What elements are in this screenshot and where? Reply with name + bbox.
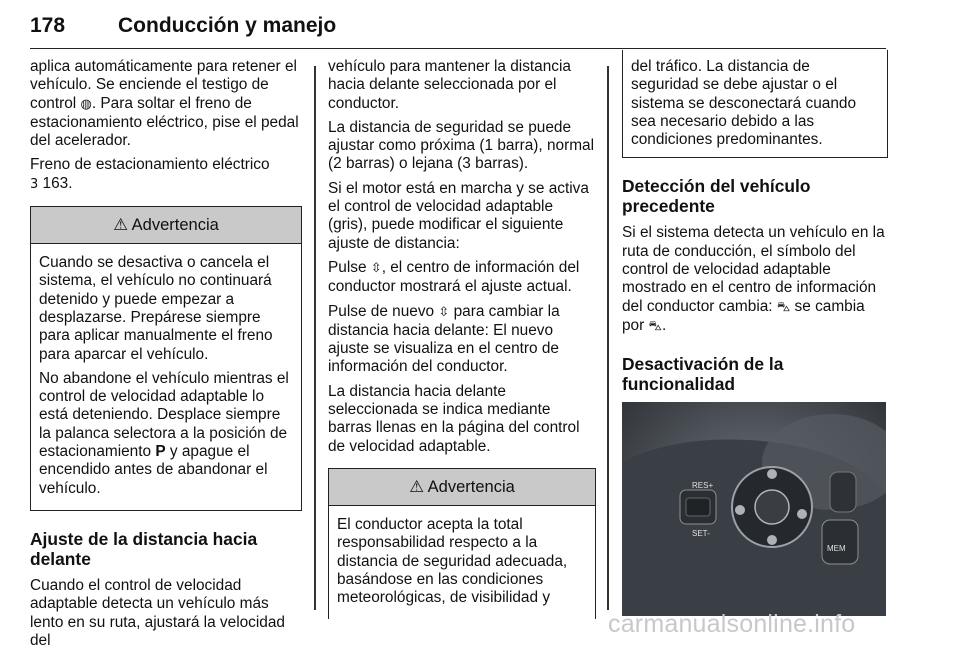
warning-text: El conductor acepta la total responsabilidad respecto a la distancia de seguridad adecuada, basándose en las condiciones meteorológicas, de visibilidad y: [337, 515, 568, 607]
warning-header: [329, 469, 595, 506]
paragraph: Si el motor está en marcha y se activa el control de velocidad adaptable (gris), puede modificar el siguiente ajuste de distancia:: [328, 179, 589, 252]
warning-icon: ⚠: [409, 477, 424, 496]
paragraph: Si el sistema detecta un vehículo en la ruta de conducción, el símbolo del control de velocidad adaptable mostrado en el centro de información del conductor cambia: ⛍ se cambia por ⛍.: [622, 224, 885, 334]
paragraph: Pulse de nuevo ⇳ para cambiar la distancia hacia delante: El nuevo ajuste se visualiza en el centro de información del conductor.: [328, 302, 560, 376]
section-heading: Detección del vehículo precedente: [622, 176, 811, 217]
warning-body: [31, 244, 301, 510]
section-heading: Ajuste de la distancia hacia delante: [30, 528, 258, 569]
column-1: [30, 58, 302, 656]
column-divider: [314, 66, 316, 610]
distance-button-icon: ⇳: [370, 260, 382, 276]
distance-button-icon: ⇳: [438, 304, 450, 320]
warning-header: [31, 207, 301, 244]
steering-wheel-illustration: [622, 402, 886, 616]
column-divider: [607, 66, 609, 610]
page-title: Conducción y manejo: [118, 14, 337, 37]
warning-text: No abandone el vehículo mientras el control de velocidad adaptable lo está deteniendo. Desplace siempre la palanca selectora a la posición de estacionamiento P y apague el encendido antes de abandonar el vehículo.: [39, 369, 289, 497]
paragraph: aplica automáticamente para retener el vehículo. Se enciende el testigo de control ◍. Para soltar el freno de estacionamiento eléctrico, pise el pedal del acelerador.: [30, 58, 299, 150]
page-number: 178: [30, 14, 66, 37]
warning-text: del tráfico. La distancia de seguridad se debe ajustar o el sistema se desconectará cuando sea necesario debido a las condiciones predominantes.: [631, 58, 857, 149]
warning-title: Advertencia: [427, 477, 515, 496]
section-heading: Desactivación de la funcionalidad: [622, 354, 784, 395]
warning-box-continued: [622, 50, 888, 158]
warning-box: [328, 468, 596, 619]
watermark: carmanualsonline.info: [608, 610, 856, 638]
steering-wheel-controls-photo: [622, 402, 886, 616]
paragraph: La distancia de seguridad se puede ajustar como próxima (1 barra), normal (2 barras) o lejana (3 barras).: [328, 118, 595, 173]
warning-body: [329, 506, 595, 619]
paragraph: La distancia hacia delante seleccionada se indica mediante barras llenas en la página del control de velocidad adaptable.: [328, 382, 580, 455]
mem-label: MEM: [827, 544, 846, 554]
adaptive-cruise-grey-icon: ⛍: [776, 299, 791, 315]
page-header: [30, 12, 886, 49]
warning-box: [30, 206, 302, 511]
set-minus-label: SET-: [692, 529, 710, 539]
warning-icon: ⚠: [113, 216, 128, 235]
page-reference-icon: 3: [30, 176, 39, 192]
paragraph: Freno de estacionamiento eléctrico 3 163.: [30, 156, 270, 192]
column-2: [328, 58, 596, 625]
hold-indicator-icon: ◍: [80, 96, 92, 112]
warning-text: Cuando se desactiva o cancela el sistema, el vehículo no continuará detenido y puede empezar a desplazarse. Prepárese siempre para aplicar manualmente el freno para aparcar el vehículo.: [39, 254, 273, 363]
res-plus-label: RES+: [692, 481, 714, 491]
column-3: [622, 58, 888, 616]
adaptive-cruise-vehicle-detected-icon: ⛍: [648, 318, 662, 334]
paragraph: Cuando el control de velocidad adaptable detecta un vehículo más lento en su ruta, ajustará la velocidad del: [30, 576, 285, 649]
paragraph: vehículo para mantener la distancia hacia delante seleccionada por el conductor.: [328, 58, 571, 112]
warning-title: Advertencia: [131, 216, 219, 235]
paragraph: Pulse ⇳, el centro de información del conductor mostrará el ajuste actual.: [328, 258, 580, 296]
